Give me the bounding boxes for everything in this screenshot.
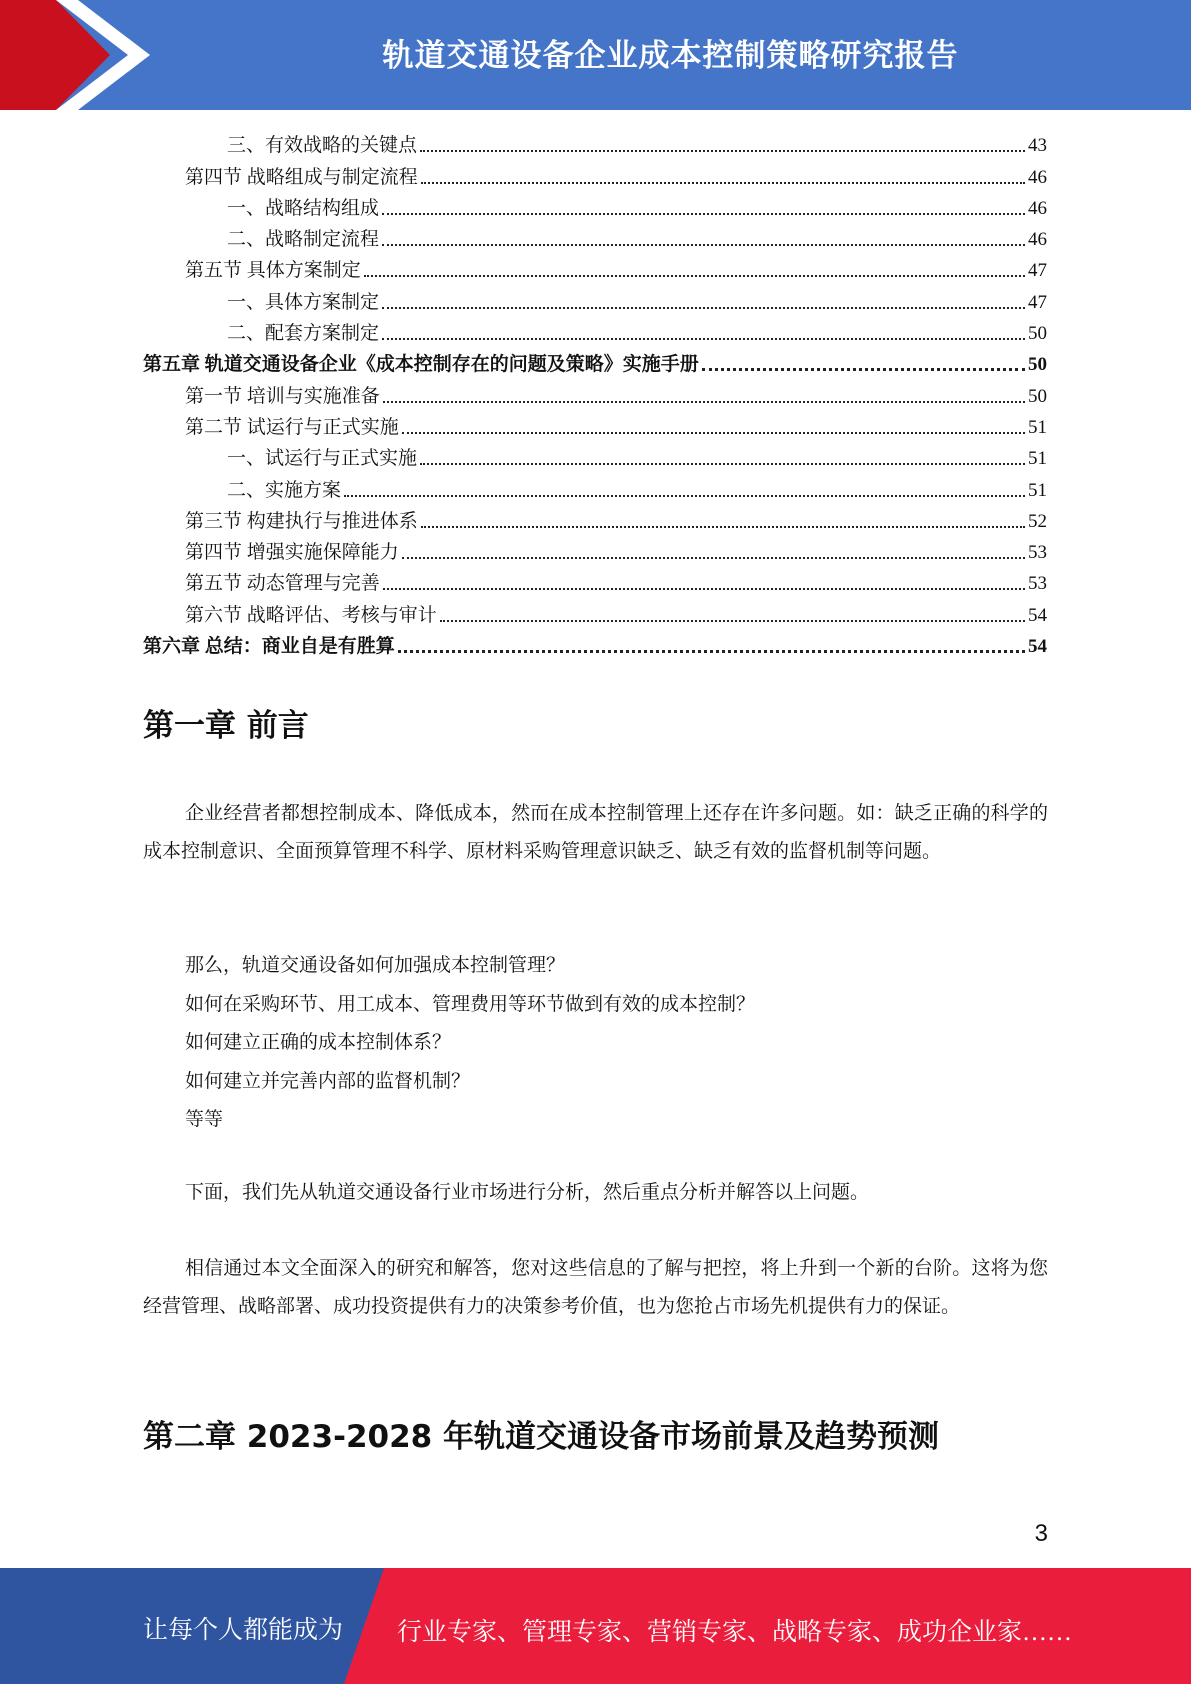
question-line: 等等 [185, 1109, 224, 1130]
toc-leader-dots [382, 213, 1025, 215]
toc-leader-dots [382, 338, 1025, 340]
toc-leader-dots [702, 368, 1025, 371]
toc-entry-page: 53 [1028, 573, 1047, 595]
toc-entry-title: 二、实施方案 [227, 479, 342, 501]
toc-leader-dots [383, 401, 1025, 403]
toc-entry[interactable] [143, 284, 1047, 315]
toc-entry-title: 第五节 具体方案制定 [185, 260, 361, 282]
toc-entry[interactable] [143, 566, 1047, 597]
report-title: 轨道交通设备企业成本控制策略研究报告 [382, 38, 959, 74]
toc-leader-dots [382, 307, 1025, 309]
toc-entry[interactable] [143, 159, 1047, 190]
toc-entry[interactable] [143, 472, 1047, 503]
toc-entry[interactable] [143, 191, 1047, 222]
toc-entry-page: 51 [1028, 416, 1047, 438]
footer-slogan-right: 行业专家、管理专家、营销专家、战略专家、成功企业家…… [397, 1619, 1073, 1646]
toc-entry-page: 51 [1028, 479, 1047, 501]
toc-leader-dots [440, 620, 1025, 622]
toc-entry[interactable] [143, 222, 1047, 253]
toc-leader-dots [421, 526, 1025, 528]
toc-entry-title: 第二节 试运行与正式实施 [185, 416, 399, 438]
toc-entry[interactable] [143, 347, 1047, 378]
question-line: 如何建立并完善内部的监督机制？ [185, 1070, 471, 1092]
toc-leader-dots [383, 588, 1025, 590]
toc-entry-title: 第四节 增强实施保障能力 [185, 542, 399, 564]
conclusion-paragraph: 相信通过本文全面深入的研究和解答，您对这些信息的了解与把控，将上升到一个新的台阶。这将为您经营管理、战略部署、成功投资提供有力的决策参考价值，也为您抢占市场先机提供有力的保证。 [143, 1258, 1048, 1317]
toc-entry-title: 第六节 战略评估、考核与审计 [185, 604, 437, 626]
toc-entry-page: 50 [1028, 323, 1047, 345]
toc-entry-title: 第三节 构建执行与推进体系 [185, 510, 418, 532]
toc-entry-title: 第四节 战略组成与制定流程 [185, 166, 418, 188]
toc-entry-title: 一、战略结构组成 [227, 197, 380, 219]
red-arrow-icon [0, 0, 150, 110]
toc-entry-title: 第五章 轨道交通设备企业《成本控制存在的问题及策略》实施手册 [143, 354, 699, 376]
toc-entry-page: 46 [1028, 166, 1047, 188]
question-line: 如何在采购环节、用工成本、管理费用等环节做到有效的成本控制？ [185, 993, 756, 1015]
toc-entry-title: 三、有效战略的关键点 [227, 135, 418, 157]
chapter-2-heading: 第二章 2023-2028 年轨道交通设备市场前景及趋势预测 [143, 1419, 940, 1455]
toc-entry[interactable] [143, 504, 1047, 535]
toc-leader-dots [398, 650, 1025, 653]
toc-entry[interactable] [143, 441, 1047, 472]
toc-entry-title: 二、配套方案制定 [227, 323, 380, 345]
toc-entry-title: 一、具体方案制定 [227, 291, 380, 313]
table-of-contents [143, 128, 1047, 660]
toc-entry-page: 50 [1028, 354, 1047, 376]
question-list [185, 947, 1045, 1140]
toc-entry[interactable] [143, 316, 1047, 347]
toc-entry-page: 46 [1028, 229, 1047, 251]
toc-entry-page: 52 [1028, 510, 1047, 532]
toc-entry-page: 50 [1028, 385, 1047, 407]
toc-entry-page: 54 [1028, 636, 1047, 658]
toc-entry[interactable] [143, 410, 1047, 441]
intro-paragraph: 企业经营者都想控制成本、降低成本，然而在成本控制管理上还存在许多问题。如：缺乏正确的科学的成本控制意识、全面预算管理不科学、原材料采购管理意识缺乏、缺乏有效的监督机制等问题。 [143, 803, 1048, 862]
analysis-paragraph: 下面，我们先从轨道交通设备行业市场进行分析，然后重点分析并解答以上问题。 [185, 1182, 870, 1203]
toc-leader-dots [382, 244, 1025, 246]
toc-leader-dots [344, 495, 1025, 497]
toc-entry[interactable] [143, 535, 1047, 566]
toc-entry[interactable] [143, 378, 1047, 409]
toc-leader-dots [402, 432, 1025, 434]
toc-entry-title: 一、试运行与正式实施 [227, 448, 418, 470]
toc-entry-title: 第一节 培训与实施准备 [185, 385, 380, 407]
toc-entry-page: 51 [1028, 448, 1047, 470]
toc-leader-dots [364, 275, 1025, 277]
toc-entry-page: 54 [1028, 604, 1047, 626]
toc-entry-page: 47 [1028, 260, 1047, 282]
chapter-1-heading: 第一章 前言 [143, 708, 309, 744]
toc-entry-title: 第五节 动态管理与完善 [185, 573, 380, 595]
footer-banner [0, 1568, 1191, 1684]
page-number: 3 [1034, 1520, 1048, 1547]
toc-entry[interactable] [143, 128, 1047, 159]
toc-entry-page: 46 [1028, 197, 1047, 219]
toc-entry[interactable] [143, 597, 1047, 628]
toc-leader-dots [420, 463, 1025, 465]
toc-entry[interactable] [143, 253, 1047, 284]
toc-entry-page: 47 [1028, 291, 1047, 313]
toc-entry[interactable] [143, 629, 1047, 660]
footer-slogan-left: 让每个人都能成为 [143, 1617, 344, 1644]
question-line: 那么，轨道交通设备如何加强成本控制管理？ [185, 955, 566, 976]
toc-leader-dots [420, 150, 1025, 152]
header-banner [0, 0, 1191, 110]
question-line: 如何建立正确的成本控制体系？ [185, 1032, 452, 1053]
toc-entry-page: 53 [1028, 542, 1047, 564]
toc-leader-dots [402, 557, 1025, 559]
toc-entry-title: 第六章 总结：商业自是有胜算 [143, 636, 395, 658]
toc-leader-dots [421, 182, 1025, 184]
toc-entry-title: 二、战略制定流程 [227, 229, 380, 251]
toc-entry-page: 43 [1028, 135, 1047, 157]
